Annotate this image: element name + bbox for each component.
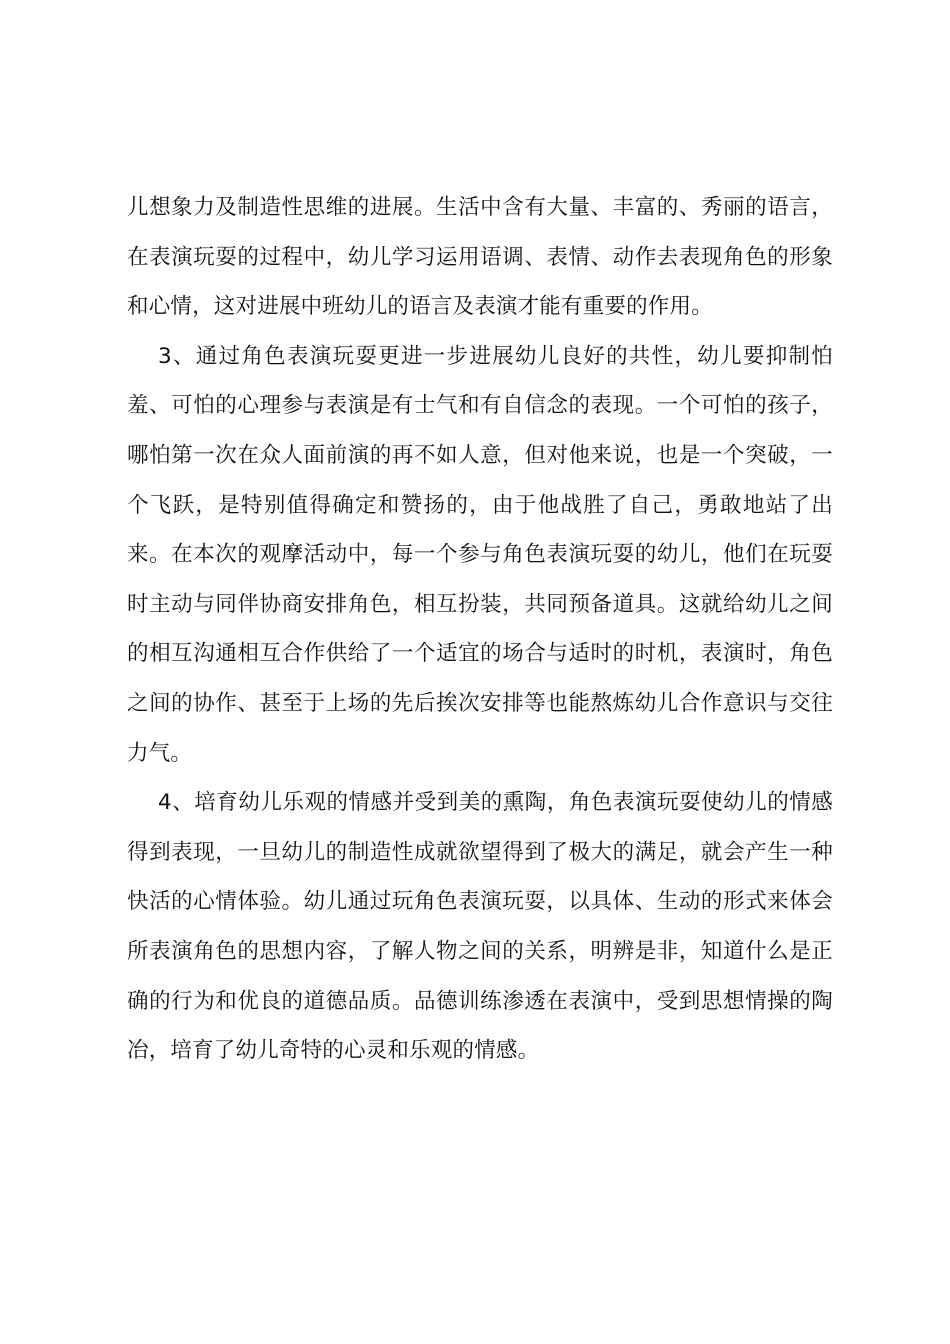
paragraph-point-3: 3、通过角色表演玩耍更进一步进展幼儿良好的共性，幼儿要抑制怕羞、可怕的心理参与表演是有士气和有自信念的表现。一个可怕的孩子，哪怕第一次在众人面前演的再不如人意，但对他来说，也是一个突破，一个飞跃，是特别值得确定和赞扬的，由于他战胜了自己，勇敢地站了出来。在本次的观摩活动中，每一个参与角色表演玩耍的幼儿，他们在玩耍时主动与同伴协商安排角色，相互扮装，共同预备道具。这就给幼儿之间的相互沟通相互合作供给了一个适宜的场合与适时的时机，表演时，角色之间的协作、甚至于上场的先后挨次安排等也能熬炼幼儿合作意识与交往力气。 xyxy=(127,343,833,766)
document-body xyxy=(127,183,833,1076)
paragraph-continuation: 儿想象力及制造性思维的进展。生活中含有大量、丰富的、秀丽的语言，在表演玩耍的过程中，幼儿学习运用语调、表情、动作去表现角色的形象和心情，这对进展中班幼儿的语言及表演才能有重要的作用。 xyxy=(127,195,833,320)
paragraph-point-4: 4、培育幼儿乐观的情感并受到美的熏陶，角色表演玩耍使幼儿的情感得到表现，一旦幼儿的制造性成就欲望得到了极大的满足，就会产生一种快活的心情体验。幼儿通过玩角色表演玩耍，以具体、生动的形式来体会所表演角色的思想内容，了解人物之间的关系，明辨是非，知道什么是正确的行为和优良的道德品质。品德训练渗透在表演中，受到思想情操的陶冶，培育了幼儿奇特的心灵和乐观的情感。 xyxy=(127,790,833,1064)
